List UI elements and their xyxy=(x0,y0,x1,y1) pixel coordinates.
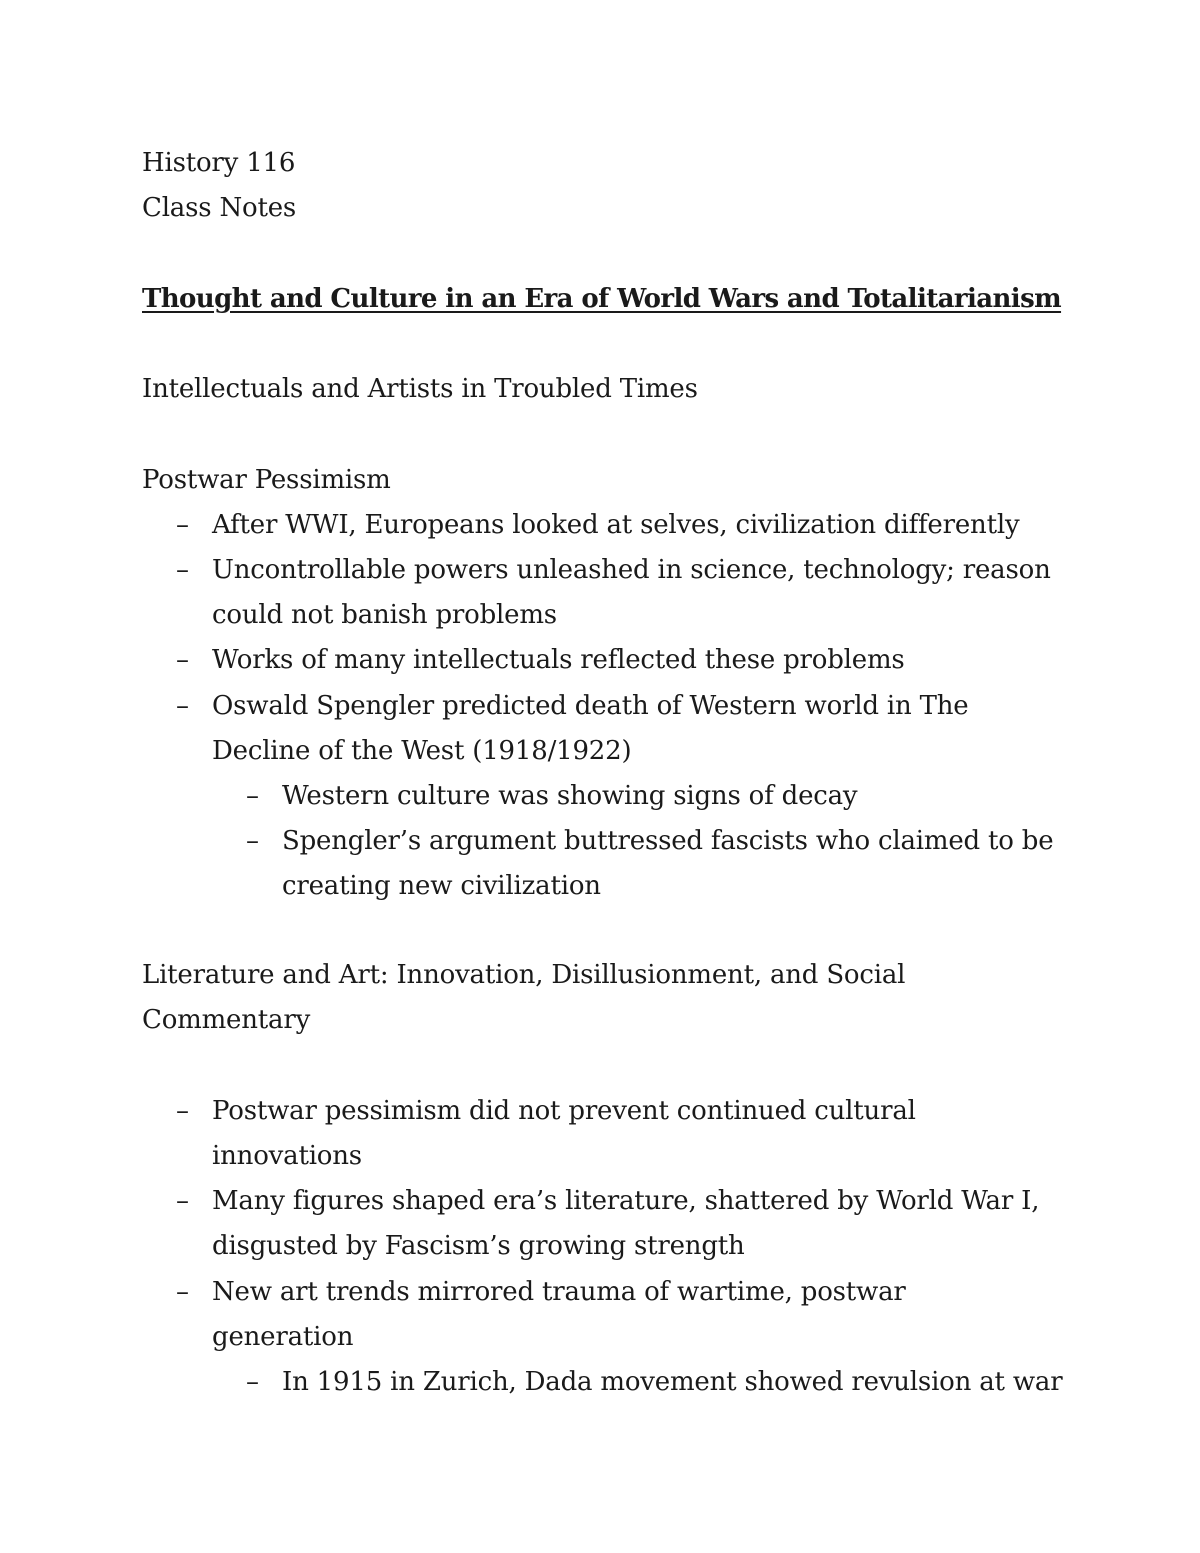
list-item: Works of many intellectuals reflected these problems xyxy=(212,645,905,675)
sub-list-item: Spengler’s argument buttressed fascists who claimed to be xyxy=(282,826,1054,856)
course-name: History 116 xyxy=(142,148,296,178)
bullet-dash-icon: – xyxy=(246,1367,259,1397)
sub-list-item: Western culture was showing signs of decay xyxy=(282,781,858,811)
list-item-continuation: could not banish problems xyxy=(212,600,557,630)
bullet-dash-icon: – xyxy=(176,555,189,585)
list-item-continuation: innovations xyxy=(212,1141,362,1171)
bullet-dash-icon: – xyxy=(176,645,189,675)
list-item: Oswald Spengler predicted death of Western world in The xyxy=(212,691,969,721)
doc-type: Class Notes xyxy=(142,193,297,223)
section-heading-postwar-pessimism: Postwar Pessimism xyxy=(142,465,391,495)
sub-list-item-continuation: creating new civilization xyxy=(282,871,601,901)
list-item-continuation: disgusted by Fascism’s growing strength xyxy=(212,1231,745,1261)
list-item-continuation: generation xyxy=(212,1322,354,1352)
bullet-dash-icon: – xyxy=(246,781,259,811)
bullet-dash-icon: – xyxy=(176,510,189,540)
document-title: Thought and Culture in an Era of World Wars and Totalitarianism xyxy=(142,284,1062,314)
bullet-dash-icon: – xyxy=(246,826,259,856)
list-item: Many figures shaped era’s literature, shattered by World War I, xyxy=(212,1186,1040,1216)
list-item: Postwar pessimism did not prevent continued cultural xyxy=(212,1096,916,1126)
section-heading-literature-art: Literature and Art: Innovation, Disillusionment, and Social xyxy=(142,960,906,990)
list-item: New art trends mirrored trauma of wartime, postwar xyxy=(212,1277,906,1307)
bullet-dash-icon: – xyxy=(176,1186,189,1216)
section-heading-intellectuals: Intellectuals and Artists in Troubled Times xyxy=(142,374,698,404)
list-item: Uncontrollable powers unleashed in science, technology; reason xyxy=(212,555,1051,585)
section-heading-literature-art-continuation: Commentary xyxy=(142,1005,311,1035)
list-item: After WWI, Europeans looked at selves, civilization differently xyxy=(212,510,1020,540)
bullet-dash-icon: – xyxy=(176,1096,189,1126)
bullet-dash-icon: – xyxy=(176,691,189,721)
list-item-continuation: Decline of the West (1918/1922) xyxy=(212,736,632,766)
bullet-dash-icon: – xyxy=(176,1277,189,1307)
sub-list-item: In 1915 in Zurich, Dada movement showed revulsion at war xyxy=(282,1367,1063,1397)
